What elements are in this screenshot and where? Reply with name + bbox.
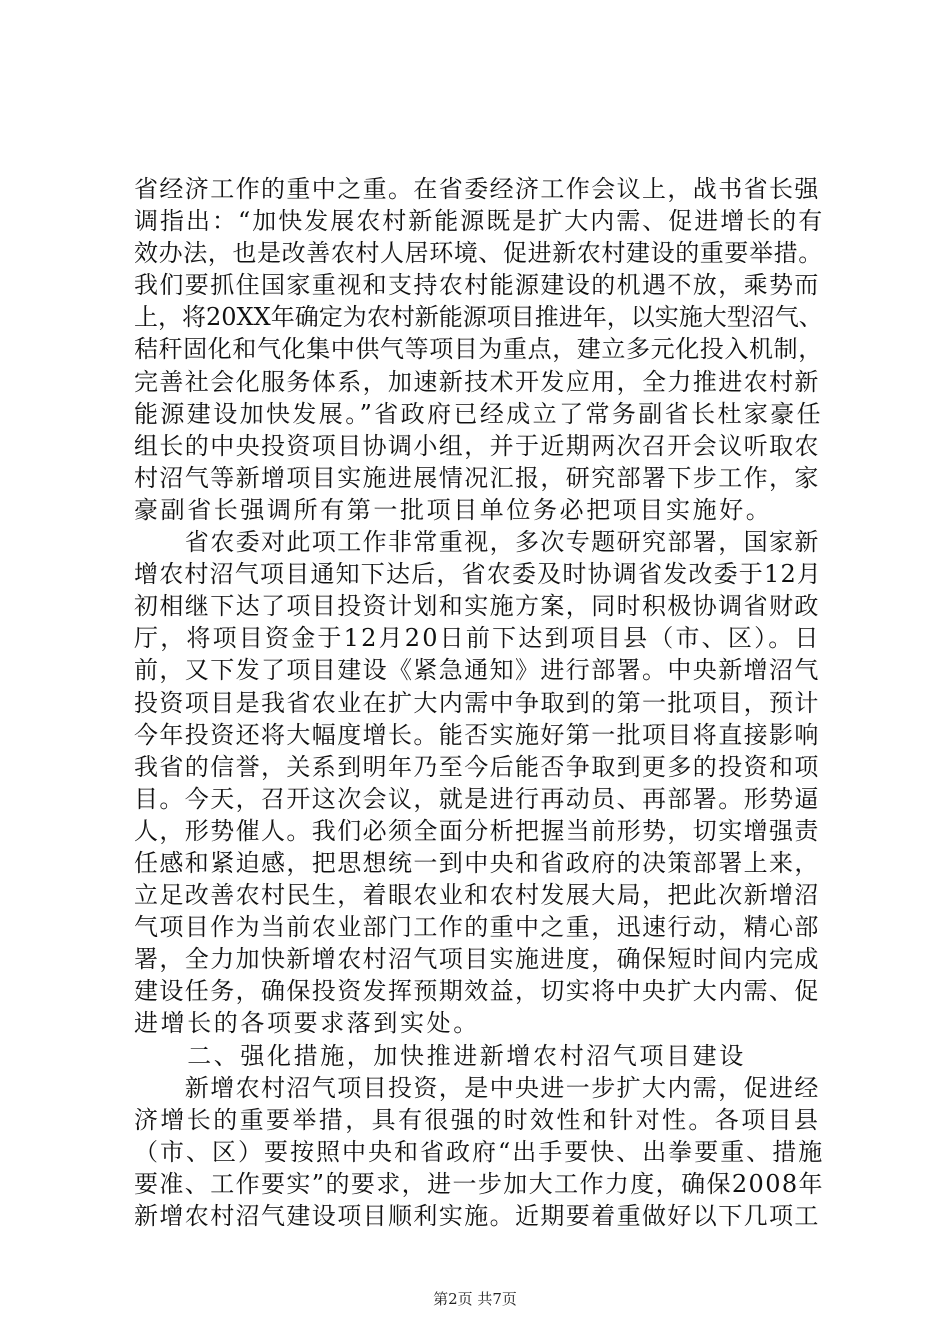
text-line: 进增长的各项要求落到实处。	[134, 1009, 480, 1038]
text-line: 省农委对此项工作非常重视，多次专题研究部署，国家新	[134, 528, 820, 557]
text-line: 上，将20XX年确定为农村新能源项目推进年，以实施大型沼气、	[134, 303, 823, 332]
page-footer: 第2页 共7页	[433, 1290, 517, 1308]
text-line: 投资项目是我省农业在扩大内需中争取到的第一批项目，预计	[134, 688, 820, 717]
text-line: 调指出：“加快发展农村新能源既是扩大内需、促进增长的有	[134, 207, 825, 236]
text-line: 初相继下达了项目投资计划和实施方案，同时积极协调省财政	[134, 592, 820, 621]
text-line: 济增长的重要举措，具有很强的时效性和针对性。各项目县	[134, 1105, 821, 1134]
text-line: 秸秆固化和气化集中供气等项目为重点，建立多元化投入机制，	[134, 335, 823, 364]
text-line: 二、强化措施，加快推进新增农村沼气项目建设	[134, 1041, 746, 1070]
text-line: 前，又下发了项目建设《紧急通知》进行部署。中央新增沼气	[134, 656, 820, 685]
text-line: 豪副省长强调所有第一批项目单位务必把项目实施好。	[134, 495, 773, 524]
text-line: 气项目作为当前农业部门工作的重中之重，迅速行动，精心部	[134, 913, 820, 942]
text-line: 任感和紧迫感，把思想统一到中央和省政府的决策部署上来，	[134, 848, 820, 877]
text-line: 组长的中央投资项目协调小组，并于近期两次召开会议听取农	[134, 431, 820, 460]
text-line: 增农村沼气项目通知下达后，省农委及时协调省发改委于12月	[134, 560, 823, 589]
text-line: 立足改善农村民生，着眼农业和农村发展大局，把此次新增沼	[134, 881, 820, 910]
body-text	[134, 173, 824, 1232]
text-line: 省经济工作的重中之重。在省委经济工作会议上，战书省长强	[134, 175, 820, 203]
text-line: 目。今天，召开这次会议，就是进行再动员、再部署。形势逼	[134, 784, 820, 813]
text-line: 今年投资还将大幅度增长。能否实施好第一批项目将直接影响	[134, 720, 820, 749]
text-line: （市、区）要按照中央和省政府“出手要快、出拳要重、措施	[134, 1137, 825, 1166]
text-line: 我省的信誉，关系到明年乃至今后能否争取到更多的投资和项	[134, 752, 820, 781]
text-line: 新增农村沼气项目投资，是中央进一步扩大内需，促进经	[134, 1073, 820, 1102]
text-line: 厅，将项目资金于12月20日前下达到项目县（市、区）。日	[134, 624, 821, 653]
text-line: 建设任务，确保投资发挥预期效益，切实将中央扩大内需、促	[134, 977, 820, 1006]
text-line: 我们要抓住国家重视和支持农村能源建设的机遇不放，乘势而	[134, 271, 820, 300]
text-line: 效办法，也是改善农村人居环境、促进新农村建设的重要举措。	[134, 239, 823, 268]
text-line: 人，形势催人。我们必须全面分析把握当前形势，切实增强责	[134, 816, 820, 845]
text-line: 署，全力加快新增农村沼气项目实施进度，确保短时间内完成	[134, 945, 820, 974]
text-line: 新增农村沼气建设项目顺利实施。近期要着重做好以下几项工	[134, 1202, 820, 1230]
text-line: 完善社会化服务体系，加速新技术开发应用，全力推进农村新	[134, 367, 820, 396]
text-line: 要准、工作要实”的要求，进一步加大工作力度，确保2008年	[134, 1169, 824, 1198]
text-line: 能源建设加快发展。”省政府已经成立了常务副省长杜家豪任	[134, 399, 824, 428]
text-line: 村沼气等新增项目实施进展情况汇报，研究部署下步工作，家	[134, 463, 820, 492]
